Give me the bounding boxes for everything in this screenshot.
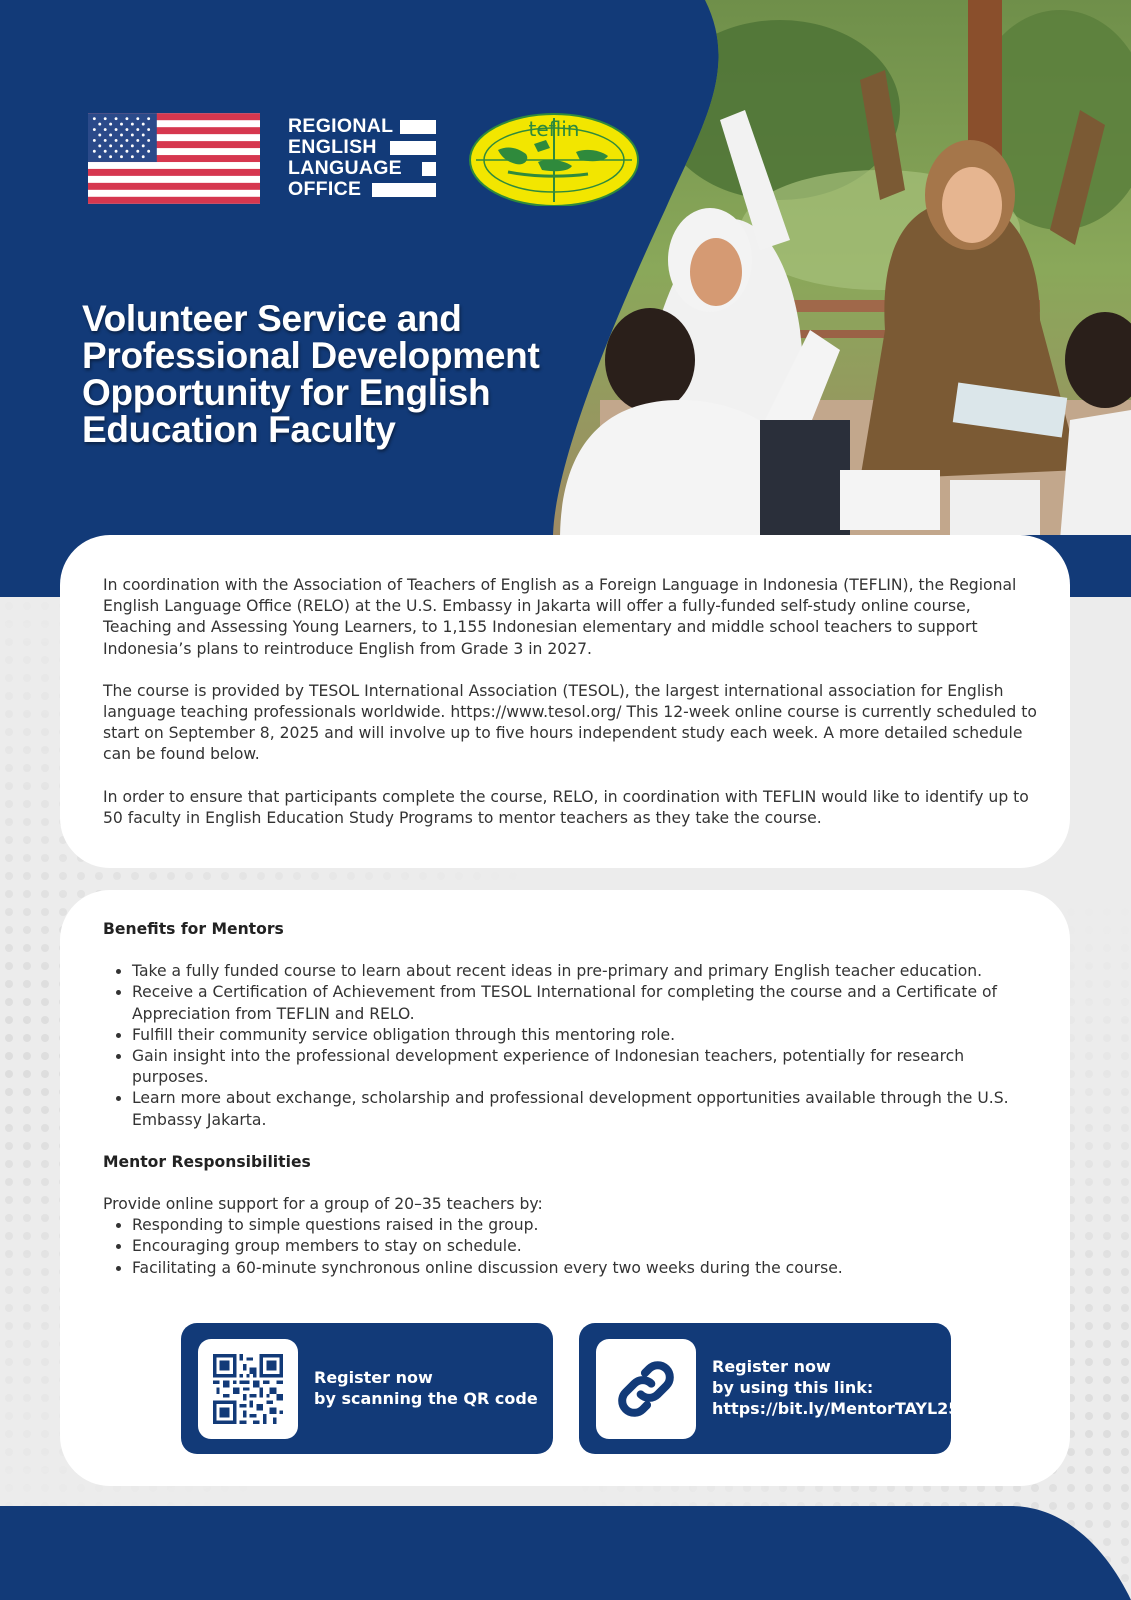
us-flag-icon [88,113,260,204]
list-item: • Receive a Certification of Achievement from TESOL International for completing the course and a Certificate of Appreciation from TEFLIN and RELO. [132,982,1038,1024]
benefits-heading: Benefits for Mentors [103,920,284,938]
responsibilities-lead: Provide online support for a group of 20–35 teachers by: [103,1195,543,1214]
logo-row [88,108,648,208]
list-item: • Gain insight into the professional development experience of Indonesian teachers, potentially for research purposes. [132,1046,1038,1088]
list-item: • Encouraging group members to stay on schedule. [132,1236,1038,1257]
register-link-line2: by using this link: [712,1378,874,1397]
intro-paragraph: In coordination with the Association of Teachers of English as a Foreign Language in Indonesia (TEFLIN), the Regional English Language Office (RELO) at the U.S. Embassy in Jakarta will offer a fully-funded self-study online course, Teaching and Assessing Young Learners, to 1,155 Indonesian elementary and middle school teachers to support Indonesia’s plans to reintroduce English from Grade 3 in 2027. [103,576,1017,658]
responsibilities-list [103,1215,1038,1279]
intro-text [103,575,1038,850]
register-qr-box[interactable] [181,1323,553,1454]
intro-paragraph: In order to ensure that participants complete the course, RELO, in coordination with TEFLIN would like to identify up to 50 faculty in English Education Study Programs to mentor teachers as they take the course. [103,787,1029,827]
qr-code-icon[interactable] [213,1354,283,1424]
relo-logo [288,116,448,202]
relo-logo-bar [422,162,436,176]
register-qr-line1: Register now [314,1368,433,1387]
relo-logo-line: ENGLISH [288,136,377,158]
teflin-logo [468,110,640,206]
link-icon [614,1357,678,1421]
title-line: Professional Development [82,335,540,376]
list-item: • Responding to simple questions raised in the group. [132,1215,1038,1236]
list-item: • Facilitating a 60-minute synchronous online discussion every two weeks during the course. [132,1258,1038,1279]
title-line: Opportunity for English [82,372,491,413]
register-link-line1: Register now [712,1357,831,1376]
list-item: • Fulfill their community service obligation through this mentoring role. [132,1025,1038,1046]
details-text [103,919,1038,1300]
hero-banner [0,0,1131,597]
relo-logo-bar [372,183,436,197]
responsibilities-heading: Mentor Responsibilities [103,1152,311,1171]
list-item: • Learn more about exchange, scholarship and professional development opportunities available through the U.S. Embassy Jakarta. [132,1088,1038,1130]
register-qr-line2: by scanning the QR code [314,1389,538,1408]
teflin-logo-text: teflin [528,117,580,141]
relo-logo-line: REGIONAL [288,115,394,137]
link-tile [596,1339,696,1439]
relo-logo-bar [400,120,436,134]
relo-logo-line: OFFICE [288,178,362,200]
intro-paragraph: The course is provided by TESOL International Association (TESOL), the largest international association for English language teaching professionals worldwide. https://www.tesol.org/ This 12-week online course is currently scheduled to start on September 8, 2025 and will involve up to five hours independent study each week. A more detailed schedule can be found below. [103,681,1037,764]
title-line: Education Faculty [82,409,396,450]
page-title [82,300,602,448]
relo-logo-bar [390,141,436,155]
register-link-url[interactable]: https://bit.ly/MentorTAYL25 [712,1399,960,1418]
list-item: • Take a fully funded course to learn about recent ideas in pre-primary and primary English teacher education. [132,961,1038,982]
register-link-box[interactable] [579,1323,960,1454]
benefits-list [103,961,1038,1131]
title-line: Volunteer Service and [82,298,462,339]
relo-logo-line: LANGUAGE [288,157,402,179]
qr-tile [198,1339,298,1439]
footer-band [0,1506,1131,1600]
